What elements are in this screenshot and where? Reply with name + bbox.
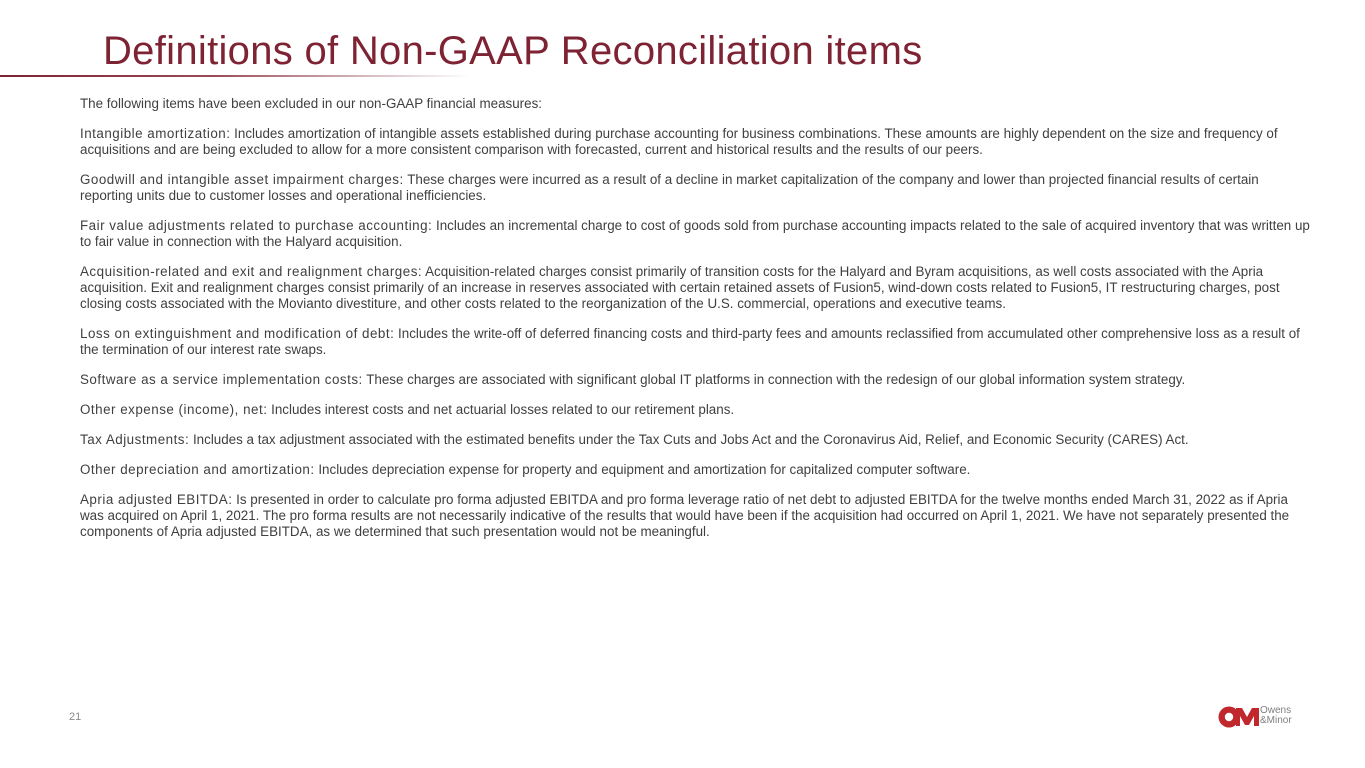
definition-text: Includes the write-off of deferred financing costs and third-party fees and amounts reclassified from accumulated other comprehensive loss as a result of the termination of our interest rate swaps. [80,326,1300,357]
definition-text: These charges are associated with significant global IT platforms in connection with the redesign of our global information system strategy. [362,372,1186,387]
definition-term: Goodwill and intangible asset impairment charges: [80,172,404,187]
title-underline [0,75,470,77]
definition-item [80,462,1312,478]
definition-term: Tax Adjustments: [80,432,190,447]
definition-item [80,492,1312,540]
page-number: 21 [69,711,82,723]
definition-term: Apria adjusted EBITDA: [80,492,233,507]
om-logo-mark-icon [1218,705,1260,729]
definition-text: Includes depreciation expense for property and equipment and amortization for capitalized computer software. [314,462,971,477]
definition-item [80,372,1312,388]
definition-item [80,126,1312,158]
logo-line-minor: &Minor [1260,715,1292,726]
definition-text: Includes a tax adjustment associated with the estimated benefits under the Tax Cuts and Jobs Act and the Coronavirus Aid, Relief, and Economic Security (CARES) Act. [189,432,1189,447]
definition-item [80,172,1312,204]
logo-wordmark [1260,706,1292,726]
owens-minor-logo [1218,705,1314,731]
definitions-body [80,96,1312,554]
definition-text: These charges were incurred as a result of a decline in market capitalization of the company and lower than projected financial results of certain reporting units due to customer losses and operational inefficiencies. [80,172,1259,203]
logo-line-owens: Owens [1260,705,1292,716]
definition-item [80,402,1312,418]
definition-text: Includes amortization of intangible assets established during purchase accounting for business combinations. These amounts are highly dependent on the size and frequency of acquisitions and are being excluded to allow for a more consistent comparison with forecasted, current and historical results and the results of our peers. [80,126,1278,157]
definition-text: Is presented in order to calculate pro forma adjusted EBITDA and pro forma leverage ratio of net debt to adjusted EBITDA for the twelve months ended March 31, 2022 as if Apria was acquired on April 1, 2021. The pro forma results are not necessarily indicative of the results that would have been if the acquisition had occurred on April 1, 2021. We have not separately presented the components of Apria adjusted EBITDA, as we determined that such presentation would not be meaningful. [80,492,1290,539]
definition-item [80,326,1312,358]
definition-text: Includes an incremental charge to cost of goods sold from purchase accounting impacts related to the sale of acquired inventory that was written up to fair value in connection with the Halyard acquisition. [80,218,1310,249]
definition-term: Other depreciation and amortization: [80,462,315,477]
definition-item [80,432,1312,448]
intro-text: The following items have been excluded in our non-GAAP financial measures: [80,96,542,111]
definition-term: Fair value adjustments related to purchase accounting: [80,218,433,233]
definition-term: Intangible amortization: [80,126,231,141]
definition-text: Acquisition-related charges consist primarily of transition costs for the Halyard and Byram acquisitions, as well costs associated with the Apria acquisition. Exit and realignment charges consist primarily of an increase in reserves associated with certain retained assets of Fusion5, wind-down costs related to Fusion5, IT restructuring charges, post closing costs associated with the Movianto divestiture, and other costs related to the reorganization of the U.S. commercial, operations and executive teams. [80,264,1280,311]
definition-term: Acquisition-related and exit and realignment charges: [80,264,423,279]
page-title: Definitions of Non-GAAP Reconciliation items [103,29,923,73]
definition-term: Loss on extinguishment and modification of debt: [80,326,395,341]
definition-item [80,218,1312,250]
definition-term: Software as a service implementation costs: [80,372,363,387]
definition-term: Other expense (income), net: [80,402,268,417]
definition-text: Includes interest costs and net actuarial losses related to our retirement plans. [267,402,735,417]
definition-item [80,264,1312,312]
